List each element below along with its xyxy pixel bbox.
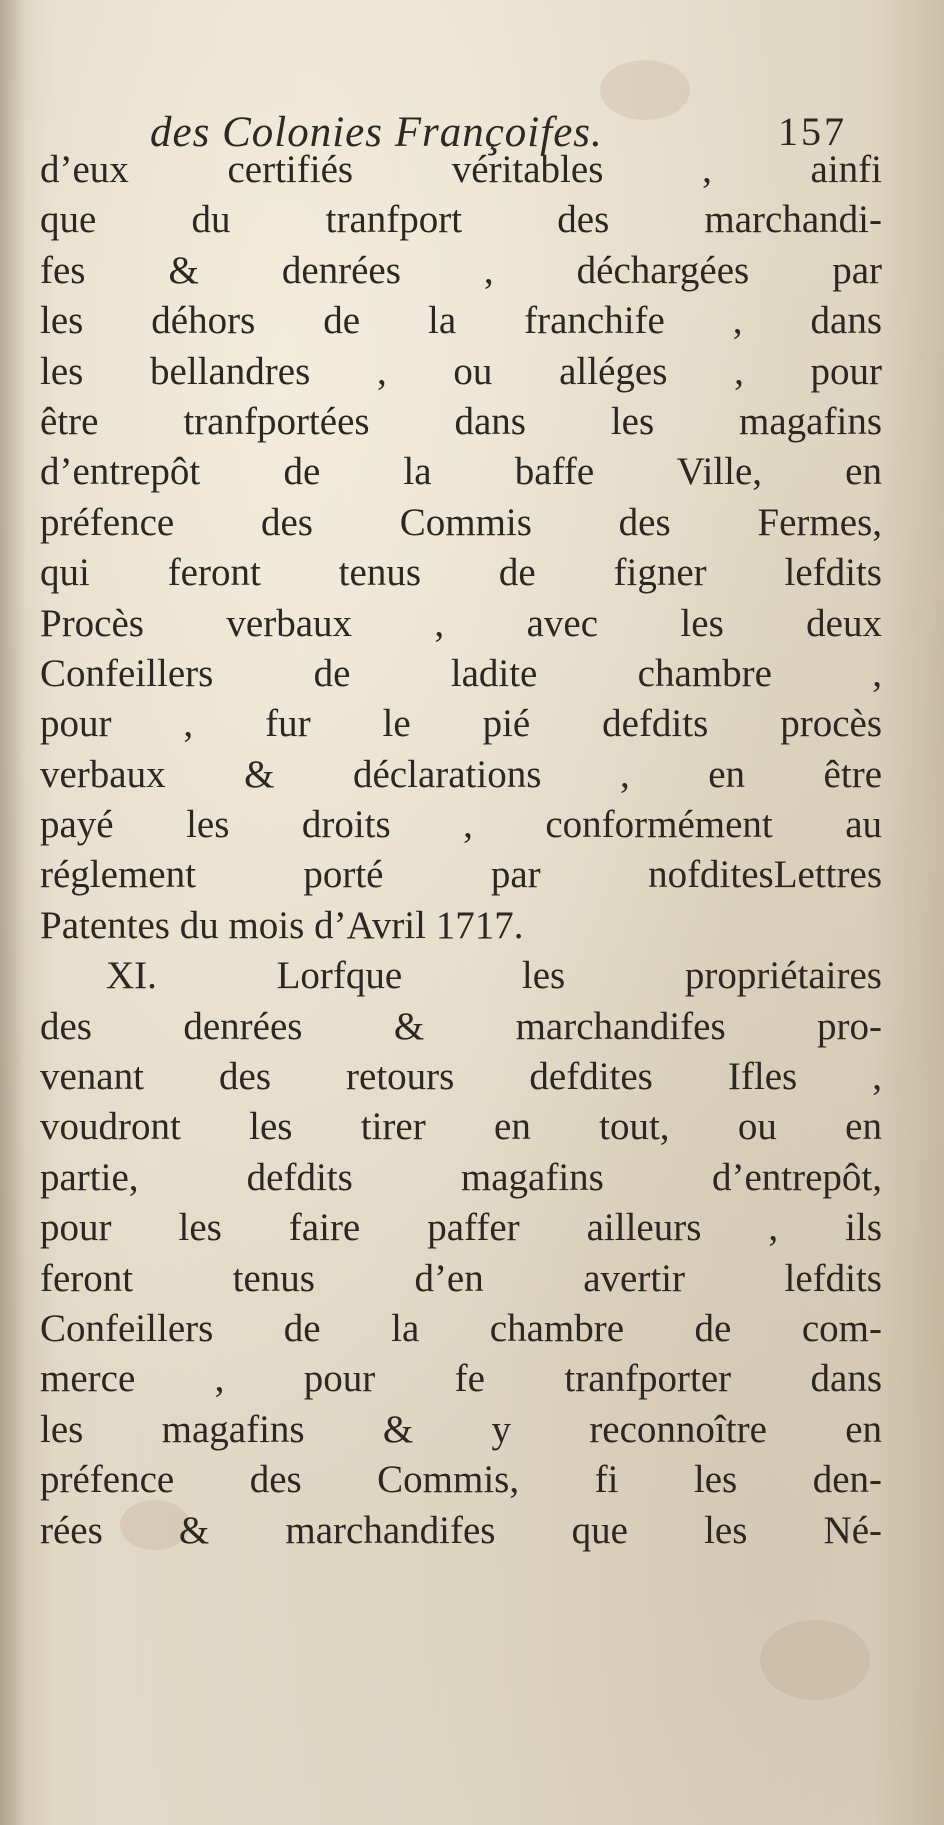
text-line: d’entrepôt de la baffe Ville, en — [40, 450, 882, 494]
text-line: réglement porté par nofditesLettres — [40, 853, 882, 897]
text-line: Confeillers de ladite chambre , — [40, 651, 882, 695]
text-line: préfence des Commis, fi les den- — [40, 1458, 882, 1502]
text-line: les déhors de la franchife , dans — [40, 299, 882, 343]
page-number: 157 — [778, 109, 847, 154]
text-line: merce , pour fe tranfporter dans — [40, 1357, 882, 1401]
body-text — [40, 145, 882, 1556]
text-line: feront tenus d’en avertir lefdits — [40, 1256, 882, 1300]
text-line: rées & marchandifes que les Né- — [40, 1508, 882, 1552]
text-line: voudront les tirer en tout, ou en — [40, 1105, 882, 1149]
text-line: d’eux certifiés véritables , ainfi — [40, 148, 882, 191]
text-line: Patentes du mois d’Avril 1717. — [40, 903, 524, 947]
text-line: les bellandres , ou alléges , pour — [40, 349, 882, 393]
text-line: que du tranfport des marchandi- — [40, 198, 882, 242]
text-line: pour , fur le pié defdits procès — [40, 702, 882, 746]
text-line: qui feront tenus de figner lefdits — [40, 551, 882, 595]
text-line: être tranfportées dans les magafins — [40, 399, 882, 443]
text-line: venant des retours defdites Ifles , — [40, 1055, 882, 1099]
text-line: Procès verbaux , avec les deux — [40, 601, 882, 645]
text-line: des denrées & marchandifes pro- — [40, 1004, 882, 1048]
text-line: préfence des Commis des Fermes, — [40, 500, 882, 544]
text-line: fes & denrées , déchargées par — [40, 248, 882, 292]
text-line: pour les faire paffer ailleurs , ils — [40, 1206, 882, 1250]
binding-shadow — [0, 0, 26, 1825]
text-line: partie, defdits magafins d’entrepôt, — [40, 1155, 882, 1199]
paper-stain — [760, 1620, 870, 1700]
text-line: payé les droits , conformément au — [40, 803, 882, 847]
text-line: Confeillers de la chambre de com- — [40, 1306, 882, 1350]
article-heading-line: XI. Lorfque les propriétaires — [106, 954, 882, 998]
text-line: les magafins & y reconnoître en — [40, 1407, 882, 1451]
text-line: verbaux & déclarations , en être — [40, 752, 882, 796]
running-title: des Colonies Françoifes. — [150, 109, 603, 156]
